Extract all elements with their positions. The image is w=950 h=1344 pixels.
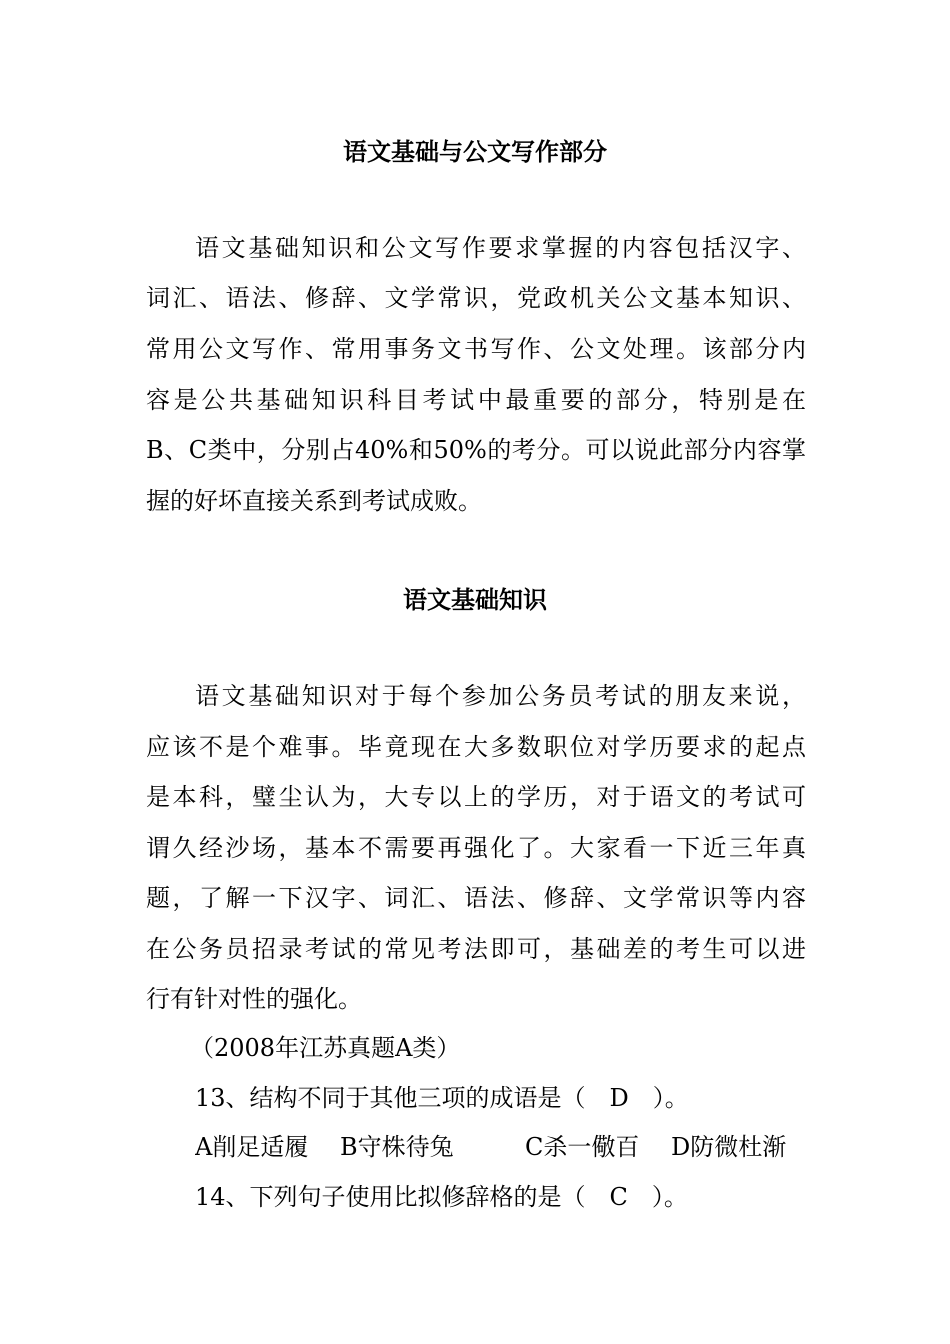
paragraph-line: 容是公共基础知识科目考试中最重要的部分，特别是在: [146, 386, 806, 414]
question-13-options: [195, 1127, 806, 1167]
paragraph-line: 行有针对性的强化。: [146, 985, 362, 1013]
option-d: D防微杜渐: [671, 1133, 787, 1161]
paragraph-line: 应该不是个难事。毕竟现在大多数职位对学历要求的起点: [146, 733, 806, 761]
paragraph-line: 语文基础知识对于每个参加公务员考试的朋友来说，: [195, 682, 806, 710]
option-c: C杀一儆百: [525, 1133, 640, 1161]
paragraph-line: 常用公文写作、常用事务文书写作、公文处理。该部分内: [146, 335, 806, 363]
paragraph-line: 谓久经沙场，基本不需要再强化了。大家看一下近三年真: [146, 834, 806, 862]
paragraph-line: 词汇、语法、修辞、文学常识，党政机关公文基本知识、: [146, 284, 806, 312]
question-13: 13、结构不同于其他三项的成语是（ D ）。: [195, 1084, 689, 1112]
section-title-chinese-and-official-writing: 语文基础与公文写作部分: [343, 138, 607, 166]
paragraph-line: 语文基础知识和公文写作要求掌握的内容包括汉字、: [195, 234, 806, 262]
option-b: B守株待兔: [340, 1133, 454, 1161]
question-14: 14、下列句子使用比拟修辞格的是（ C ）。: [195, 1183, 688, 1211]
paragraph-line: 是本科，璧尘认为，大专以上的学历，对于语文的考试可: [146, 783, 806, 811]
paragraph-line: B、C类中，分别占40%和50%的考分。可以说此部分内容掌: [146, 436, 806, 464]
option-a: A削足适履: [195, 1133, 309, 1161]
exam-source: （2008年江苏真题A类）: [190, 1034, 461, 1062]
paragraph-line: 在公务员招录考试的常见考法即可，基础差的考生可以进: [146, 935, 806, 963]
section-title-chinese-basics: 语文基础知识: [403, 586, 547, 614]
paragraph-line: 题，了解一下汉字、词汇、语法、修辞、文学常识等内容: [146, 884, 806, 912]
paragraph-line: 握的好坏直接关系到考试成败。: [146, 487, 482, 515]
